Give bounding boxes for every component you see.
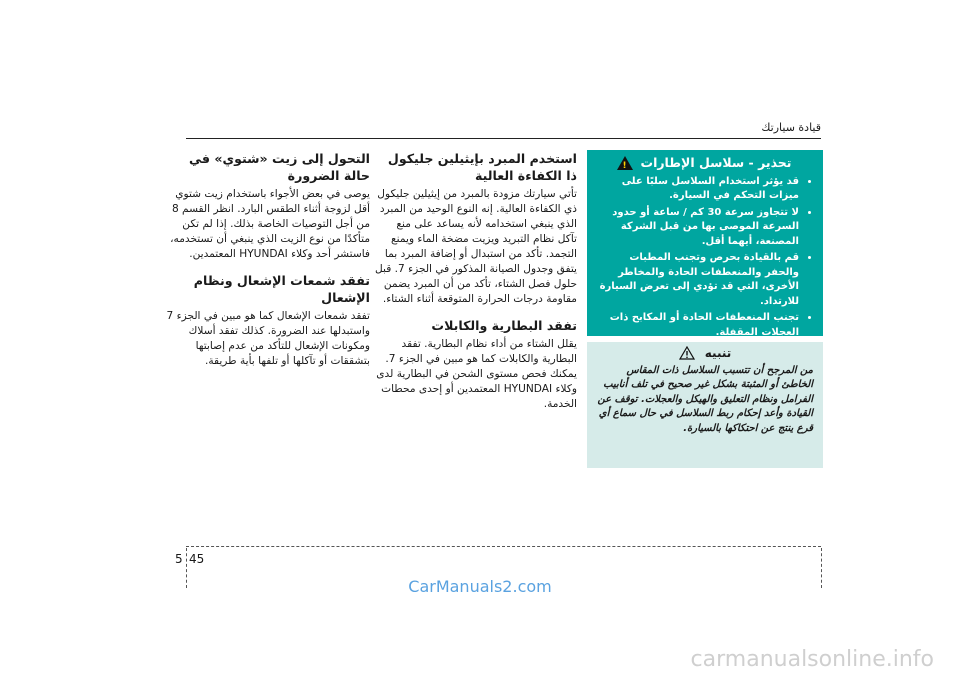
- caution-title-row: [597, 346, 813, 364]
- left-column: [160, 150, 370, 379]
- warning-item: • قم بالقيادة بحرص وتجنب المطبات والحفر والمنعطفات الحادة والمخاطر الأخرى، التي قد تؤدي إلى تعرض السيارة للارتداد.: [595, 251, 799, 309]
- page-number: 45: [189, 552, 205, 566]
- winter-oil-heading: التحول إلى زيت «شتوي» في حالة الضرورة: [189, 151, 370, 183]
- warning-title-row: [595, 154, 813, 175]
- warning-icon: !: [617, 156, 633, 170]
- running-header: قيادة سيارتك: [761, 121, 821, 134]
- middle-column: [375, 150, 577, 422]
- warning-title: تحذير - سلاسل الإطارات: [640, 155, 792, 170]
- footer-rule: [186, 546, 821, 547]
- watermark-site: CarManuals2.com: [408, 577, 552, 596]
- battery-body: يقلل الشتاء من أداء نظام البطارية. تفقد البطارية والكابلات كما هو مبين في الجزء 7. يمكنك فحص مستوى الشحن في البطارية لدى وكلاء HYUNDAI المعتمدين أو إحدى محطات الخدمة.: [376, 338, 577, 410]
- warning-list: [595, 175, 813, 341]
- warning-item: • قد يؤثر استخدام السلاسل سلبًا على ميزات التحكم في السيارة.: [595, 175, 799, 204]
- coolant-heading: استخدم المبرد بإيثيلين جليكول ذا الكفاءة العالية: [387, 151, 577, 183]
- caution-box: [587, 342, 823, 468]
- coolant-body: تأتي سيارتك مزودة بالمبرد من إيثيلين جليكول ذي الكفاءة العالية. إنه النوع الوحيد من المبرد الذي ينبغي استخدامه لأنه يساعد على منع تآكل نظام التبريد ويزيت مضخة الماء ويمنع التجمد. تأكد من استبدال أو إضافة المبرد بما يتفق وجدول الصيانة المذكور في الجزء 7. قبل حلول فصل الشتاء، تأكد من أن المبرد يضمن مقاومة درجات الحرارة المتوقعة أثناء الشتاء.: [375, 188, 577, 305]
- section-number: 5: [175, 552, 183, 566]
- caution-title: تنبيه: [704, 346, 732, 360]
- watermark-brand: carmanualsonline.info: [690, 647, 934, 672]
- caution-icon: [679, 346, 695, 360]
- warning-item: • لا تتجاوز سرعة 30 كم / ساعة أو حدود السرعة الموصى بها من قبل الشركة المصنعة، أيهما أقل.: [595, 206, 799, 250]
- battery-heading: تفقد البطارية والكابلات: [431, 318, 577, 333]
- caution-text: من المرجح أن تتسبب السلاسل ذات المقاس الخاطئ أو المثبتة بشكل غير صحيح في تلف أنابيب الفرامل ونظام التعليق والهيكل والعجلات. توقف عن القيادة وأعد إحكام ربط السلاسل في حال سماع أي قرع ينتج عن احتكاكها بالسيارة.: [597, 364, 813, 434]
- spark-plugs-heading: تفقد شمعات الإشعال ونظام الإشعال: [193, 273, 370, 305]
- spark-plugs-body: تفقد شمعات الإشعال كما هو مبين في الجزء 7 واستبدلها عند الضرورة. كذلك تفقد أسلاك ومكونات الإشعال للتأكد من عدم إصابتها بتشققات أو تآكلها أو تلفها بأية طريقة.: [166, 310, 370, 367]
- header-rule: [186, 138, 821, 139]
- warning-item: • تجنب المنعطفات الحادة أو المكابح ذات العجلات المقفلة.: [595, 311, 799, 340]
- warning-box: [587, 150, 823, 336]
- winter-oil-body: يوصى في بعض الأجواء باستخدام زيت شتوي أقل لزوجة أثناء الطقس البارد. انظر القسم 8 من أجل التوصيات الخاصة بذلك. إذا لم تكن متأكدًا من نوع الزيت الذي ينبغي أن تستخدمه، فاستشر أحد وكلاء HYUNDAI المعتمدين.: [170, 188, 370, 260]
